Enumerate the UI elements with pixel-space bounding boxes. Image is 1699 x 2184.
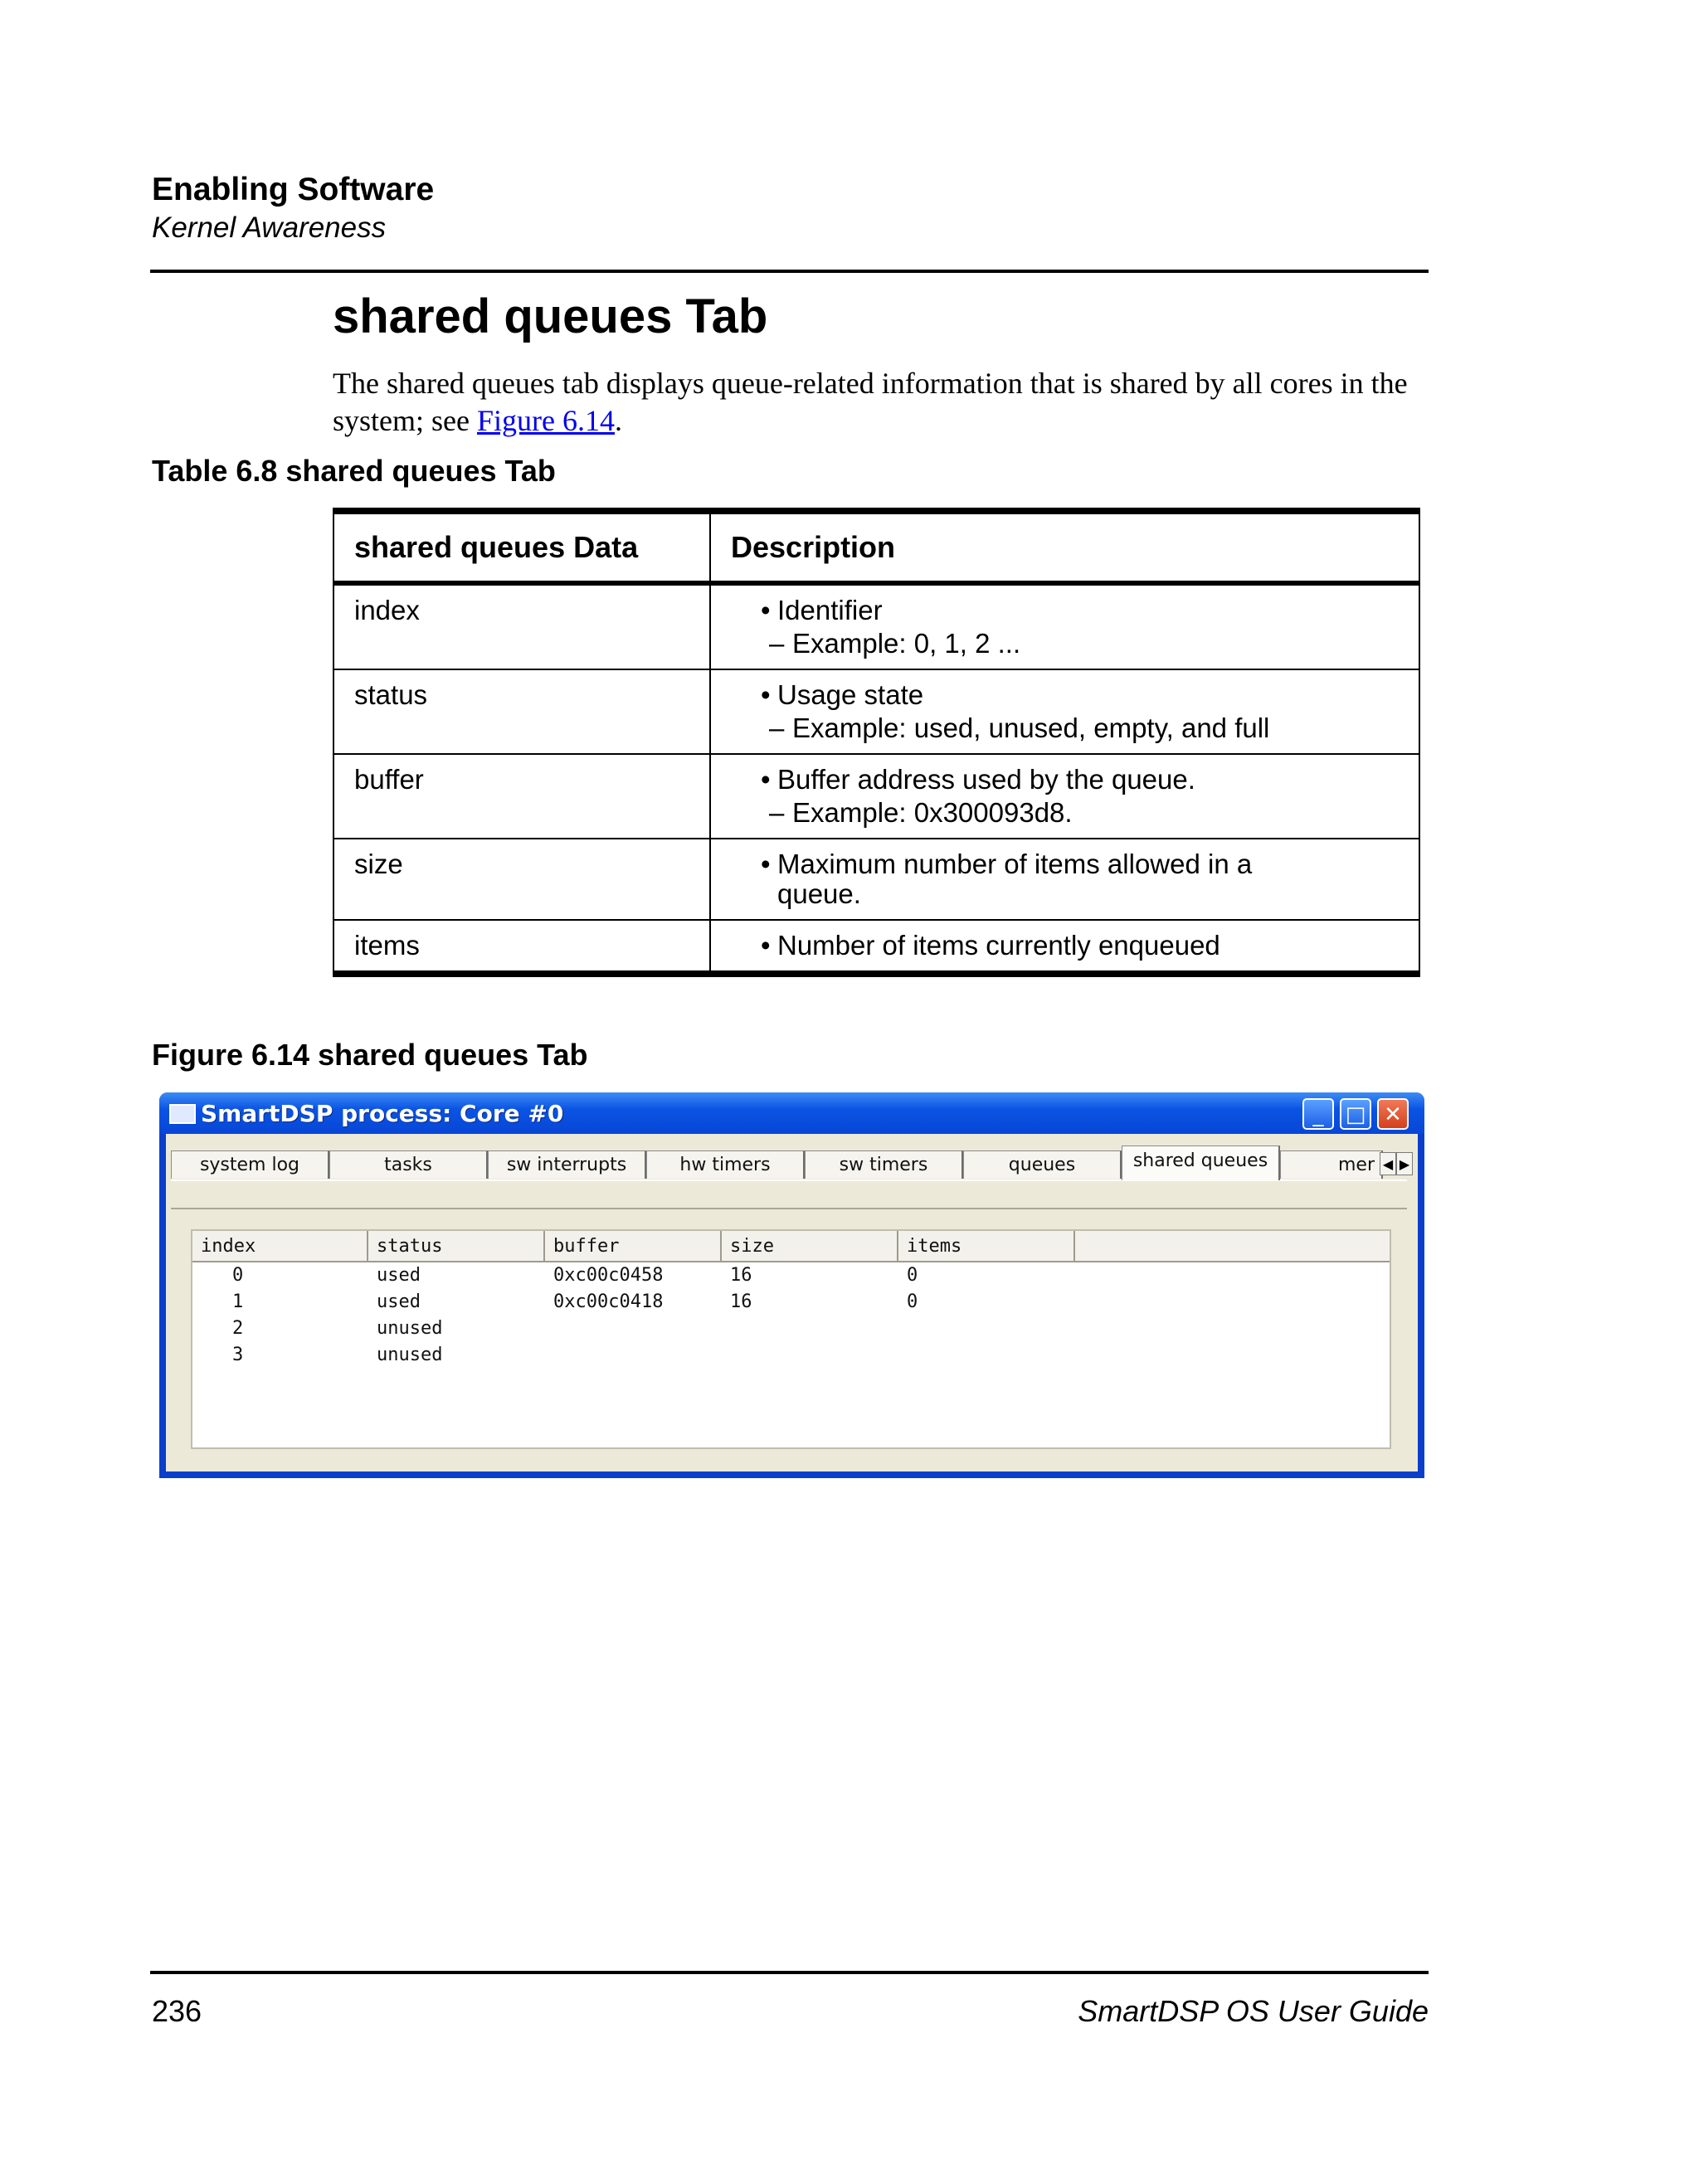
section-title: shared queues Tab — [333, 289, 768, 343]
intro-text: The shared queues tab displays queue-related information that is shared by all cores in the system; see — [333, 367, 1408, 437]
cell-items: 0 — [907, 1265, 918, 1286]
list-row[interactable] — [192, 1316, 1390, 1342]
running-head-title: Enabling Software — [152, 172, 435, 207]
cell-index: 2 — [232, 1318, 244, 1339]
table-cell-description — [710, 754, 1419, 839]
header-rule — [150, 270, 1429, 273]
smartdsp-window — [159, 1092, 1424, 1478]
table-cell-data: items — [333, 920, 710, 974]
list-row[interactable] — [192, 1342, 1390, 1369]
description-example: – Example: used, unused, empty, and full — [731, 713, 1399, 743]
tab-panel-toolbar — [171, 1180, 1407, 1209]
table-row — [333, 839, 1419, 920]
cell-buffer: 0xc00c0458 — [553, 1265, 664, 1286]
tab-scroll-right-icon[interactable]: ▶ — [1396, 1152, 1413, 1175]
cell-index: 1 — [232, 1291, 244, 1312]
table-row — [333, 920, 1419, 974]
description-bullet: • Identifier — [731, 596, 1399, 625]
table-row — [333, 583, 1419, 669]
tab-hw-timers[interactable]: hw timers — [646, 1150, 805, 1179]
table-cell-data: status — [333, 669, 710, 754]
window-app-icon — [169, 1104, 196, 1124]
footer-rule — [150, 1971, 1429, 1974]
shared-queues-table — [333, 508, 1420, 977]
table-cell-description — [710, 669, 1419, 754]
table-header-description: Description — [710, 511, 1419, 583]
table-cell-data: buffer — [333, 754, 710, 839]
cell-status: used — [377, 1291, 421, 1312]
maximize-button[interactable]: □ — [1340, 1098, 1371, 1130]
tab-shared-queues[interactable]: shared queues — [1122, 1146, 1280, 1180]
description-bullet: • Buffer address used by the queue. — [731, 765, 1399, 795]
list-row[interactable] — [192, 1262, 1390, 1289]
table-header-data: shared queues Data — [333, 511, 710, 583]
description-bullet: • Maximum number of items allowed in a queue. — [731, 849, 1399, 909]
description-bullet: • Number of items currently enqueued — [731, 931, 1399, 961]
table-cell-description — [710, 839, 1419, 920]
tab-queues[interactable]: queues — [963, 1150, 1122, 1179]
cell-index: 3 — [232, 1345, 244, 1365]
cell-status: unused — [377, 1318, 443, 1339]
tab-sw-timers[interactable]: sw timers — [805, 1150, 963, 1179]
tab-tasks[interactable]: tasks — [329, 1150, 488, 1179]
cell-index: 0 — [232, 1265, 244, 1286]
intro-text-end: . — [614, 404, 622, 437]
intro-paragraph — [333, 365, 1428, 440]
table-caption: Table 6.8 shared queues Tab — [152, 454, 556, 488]
table-row — [333, 669, 1419, 754]
running-head — [152, 171, 434, 247]
column-header-items[interactable]: items — [898, 1231, 1075, 1261]
cell-size: 16 — [730, 1291, 752, 1312]
cell-items: 0 — [907, 1291, 918, 1312]
running-head-subtitle: Kernel Awareness — [152, 212, 387, 244]
column-header-buffer[interactable]: buffer — [545, 1231, 722, 1261]
tab-scroll-buttons — [1380, 1152, 1413, 1175]
shared-queues-list[interactable] — [191, 1229, 1391, 1449]
figure-caption: Figure 6.14 shared queues Tab — [152, 1038, 588, 1072]
description-bullet: • Usage state — [731, 680, 1399, 710]
window-client-area — [166, 1134, 1418, 1471]
cell-size: 16 — [730, 1265, 752, 1286]
tab-scroll-left-icon[interactable]: ◀ — [1380, 1152, 1396, 1175]
page-number: 236 — [152, 1994, 202, 2028]
column-header-status[interactable]: status — [368, 1231, 545, 1261]
column-header-index[interactable]: index — [192, 1231, 368, 1261]
list-header — [192, 1231, 1390, 1262]
list-row[interactable] — [192, 1289, 1390, 1316]
table-header-row — [333, 511, 1419, 583]
column-header-size[interactable]: size — [722, 1231, 898, 1261]
cell-buffer: 0xc00c0418 — [553, 1291, 664, 1312]
window-titlebar[interactable] — [159, 1092, 1424, 1134]
tab-system-log[interactable]: system log — [171, 1150, 329, 1179]
window-title: SmartDSP process: Core #0 — [201, 1100, 564, 1127]
table-cell-description — [710, 583, 1419, 669]
tab-sw-interrupts[interactable]: sw interrupts — [488, 1150, 646, 1179]
description-example: – Example: 0, 1, 2 ... — [731, 629, 1399, 659]
cell-status: unused — [377, 1345, 443, 1365]
table-cell-data: index — [333, 583, 710, 669]
tab-strip — [171, 1146, 1410, 1180]
table-cell-description — [710, 920, 1419, 974]
table-cell-data: size — [333, 839, 710, 920]
tab-mem-partial[interactable]: mer — [1280, 1150, 1383, 1179]
cell-status: used — [377, 1265, 421, 1286]
description-example: – Example: 0x300093d8. — [731, 798, 1399, 828]
figure-link[interactable]: Figure 6.14 — [476, 404, 615, 437]
minimize-button[interactable]: _ — [1302, 1098, 1334, 1130]
close-button[interactable]: ✕ — [1377, 1098, 1409, 1130]
footer-title: SmartDSP OS User Guide — [1078, 1994, 1429, 2028]
table-row — [333, 754, 1419, 839]
